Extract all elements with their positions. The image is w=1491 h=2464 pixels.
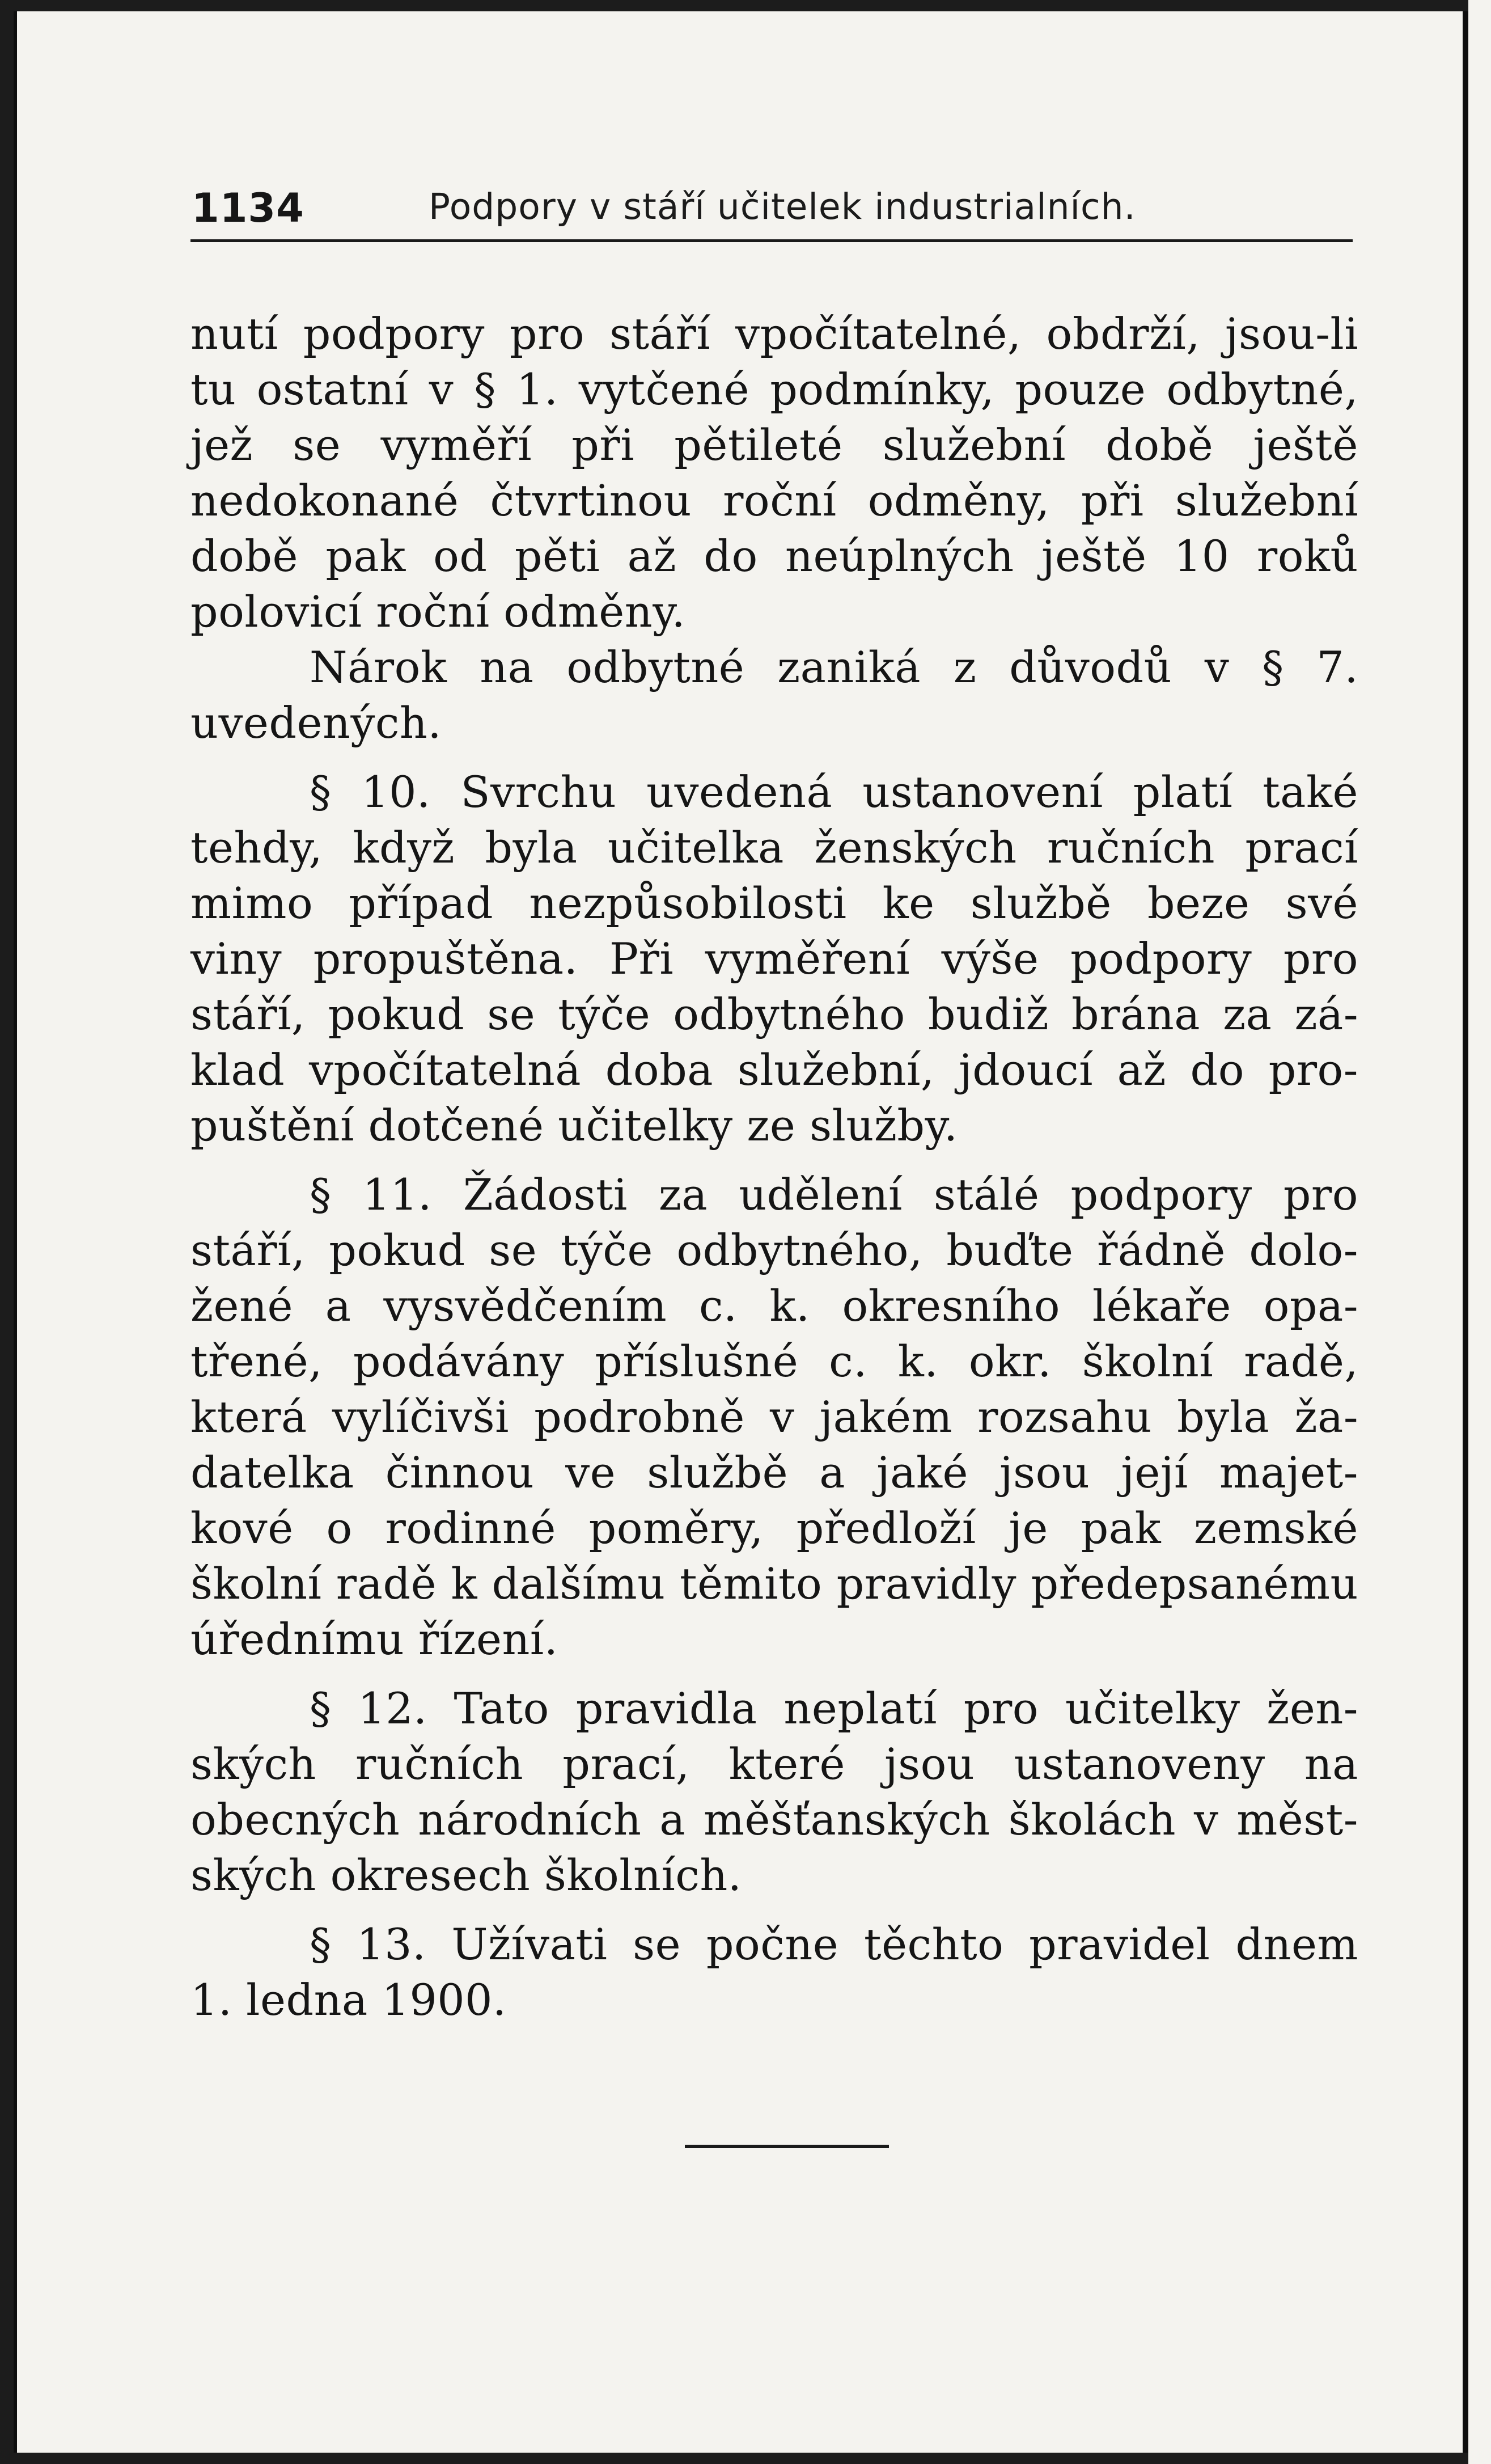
page-body [190,306,1358,2028]
text-line: jež se vyměří při pětileté služební době ještě [190,420,1358,470]
page-header [179,170,1353,244]
page-number: 1134 [192,185,304,231]
text-line: která vylíčivši podrobně v jakém rozsahu byla ža- [190,1392,1358,1442]
text-line: ských ručních prací, které jsou ustanoveny na [190,1739,1358,1789]
text-line: nedokonané čtvrtinou roční odměny, při služební [190,475,1358,526]
running-title: Podpory v stáří učitelek industrialních. [429,186,1136,227]
text-line: obecných národních a měšťanských školách v měst- [190,1794,1358,1845]
section-11-heading-line: § 11. Žádosti za udělení stálé podpory pro [310,1169,1358,1220]
text-line: datelka činnou ve službě a jaké jsou její majet- [190,1447,1358,1498]
text-line: 1. ledna 1900. [190,1975,507,2025]
text-line: polovicí roční odměny. [190,586,686,637]
section-13-heading-line: § 13. Užívati se počne těchto pravidel dnem [310,1919,1358,1969]
header-rule [190,239,1353,242]
section-12-heading-line: § 12. Tato pravidla neplatí pro učitelky žen- [310,1683,1358,1734]
text-line: nutí podpory pro stáří vpočítatelné, obdrží, jsou-li [190,308,1358,359]
text-line: třené, podávány příslušné c. k. okr. školní radě, [190,1336,1358,1387]
text-line: klad vpočítatelná doba služební, jdoucí až do pro- [190,1045,1358,1095]
text-line: mimo případ nezpůsobilosti ke službě beze své [190,878,1358,928]
text-line: stáří, pokud se týče odbytného budiž brána za zá- [190,989,1358,1039]
text-line: viny propuštěna. Při vyměření výše podpory pro [190,933,1358,984]
text-line: stáří, pokud se týče odbytného, buďte řádně dolo- [190,1225,1358,1275]
text-line: žené a vysvědčením c. k. okresního lékaře opa- [190,1280,1358,1331]
text-line: úřednímu řízení. [190,1614,558,1664]
text-line: školní radě k dalšímu těmito pravidly předepsanému [190,1558,1358,1609]
page-edge [1468,0,1491,2464]
section-10-heading-line: § 10. Svrchu uvedená ustanovení platí také [310,767,1358,817]
text-line: ských okresech školních. [190,1850,742,1900]
text-line: době pak od pěti až do neúplných ještě 10 roků [190,531,1358,581]
closing-rule [685,2145,889,2148]
text-line: puštění dotčené učitelky ze služby. [190,1100,958,1151]
text-line: tehdy, když byla učitelka ženských ručních prací [190,822,1358,873]
text-line: kové o rodinné poměry, předloží je pak zemské [190,1503,1358,1553]
text-line: tu ostatní v § 1. vytčené podmínky, pouze odbytné, [190,364,1358,415]
text-line: uvedených. [190,698,442,748]
text-line: Nárok na odbytné zaniká z důvodů v § 7. [310,642,1358,692]
